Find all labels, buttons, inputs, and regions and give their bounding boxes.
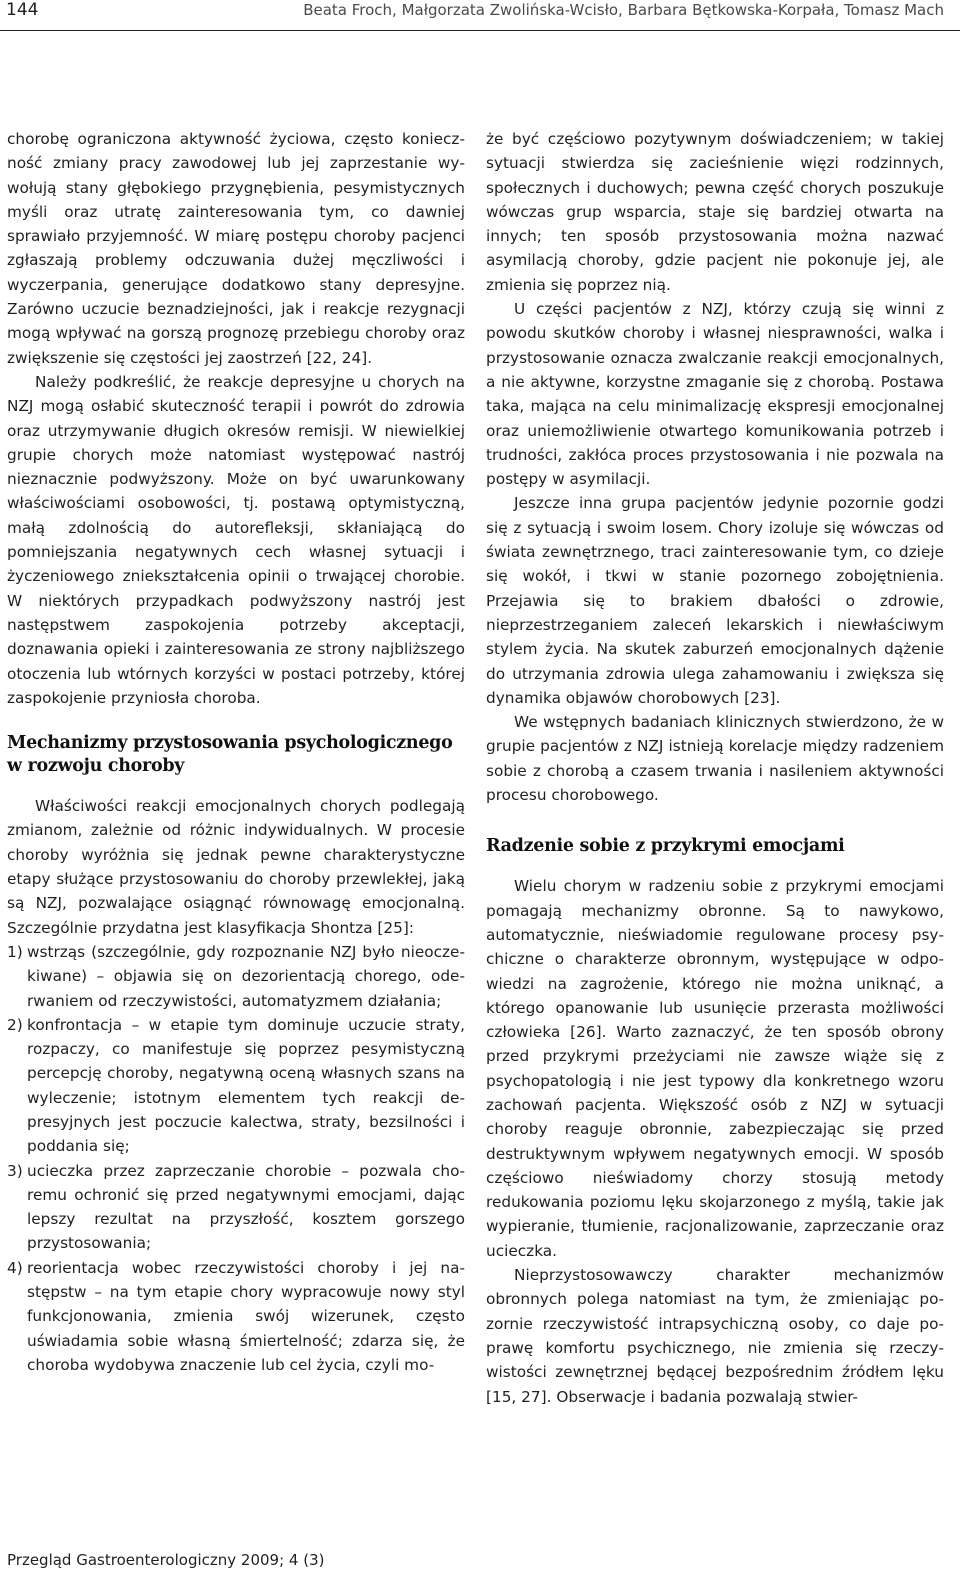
list-item-number: 1): [7, 942, 23, 961]
list-item-number: 2): [7, 1015, 23, 1034]
body-paragraph: U części pacjentów z NZJ, którzy czują się winni z powodu skutków choroby i własnej niesprawności, walka i przystosowanie oznacza zwalczanie reakcji emocjonalnych, a nie aktywne, korzystne zmaganie się z chorobą. Postawa taka, mająca na celu minimalizację ekspresji emocjonalnej oraz uniemożliwienie otwartego komunikowania potrzeb i trudności, zakłóca proces przystosowania i nie pozwala na postępy w asymilacji.: [486, 300, 944, 489]
list-item-text: ucieczka przez zaprzeczanie chorobie – pozwala choremu ochronić się przed negatywnymi emocjami, dając lepszy rezultat na przyszłość, kosztem gorszego przystosowania;: [27, 1161, 465, 1253]
body-paragraph: We wstępnych badaniach klinicznych stwierdzono, że w grupie pacjentów z NZJ istnieją korelacje między radzeniem sobie z chorobą a czasem trwania i nasileniem aktywności procesu chorobowego.: [486, 713, 944, 805]
body-paragraph: Właściwości reakcji emocjonalnych chorych podlegają zmianom, zależnie od różnic indywidualnych. W procesie choroby wyróżnia się jednak pewne charakterystyczne etapy służące przystosowaniu do choroby przewlekłej, jaką są NZJ, pozwalające osiągnąć równowagę emocjonalną. Szczególnie przydatna jest klasyfikacja Shontza [25]:: [7, 797, 465, 937]
list-item-text: reorientacja wobec rzeczywistości choroby i jej następstw – na tym etapie chory wypracowuje nowy styl funkcjonowania, zmienia swój wizerunek, często uświadamia sobie własną śmiertelność; zdarza się, że choroba wydobywa znaczenie lub cel życia, czyli mo-: [27, 1258, 465, 1374]
section-heading-mechanisms: Mechanizmy przystosowania psychologicznego w rozwoju choroby: [7, 733, 453, 777]
header-rule: [0, 30, 960, 31]
list-item: [7, 940, 465, 1013]
running-header: [0, 0, 960, 34]
list-item-number: 3): [7, 1161, 23, 1180]
list-item: [7, 1159, 465, 1256]
list-item: [7, 1013, 465, 1159]
shontz-stages-list: [7, 940, 465, 1377]
list-item-number: 4): [7, 1258, 23, 1277]
list-item-text: wstrząs (szczególnie, gdy rozpoznanie NZJ było nieoczekiwane) – objawia się on dezorientacją chorego, oderwaniem od rzeczywistości, automatyzmem działania;: [27, 942, 465, 1010]
list-item: [7, 1256, 465, 1377]
body-paragraph: że być częściowo pozytywnym doświadczeniem; w takiej sytuacji stwierdza się zacieśnienie więzi rodzinnych, społecznych i duchowych; pewna część chorych poszukuje wówczas grup wsparcia, staje się bardziej otwarta na innych; ten sposób przystosowania można nazwać asymilacją choroby, gdzie pacjent nie pokonuje jej, ale zmienia się poprzez nią.: [486, 130, 944, 294]
page-number: 144: [6, 0, 39, 20]
body-paragraph: Należy podkreślić, że reakcje depresyjne u chorych na NZJ mogą osłabić skuteczność terapii i powrót do zdrowia oraz utrzymywanie długich okresów remisji. W niewielkiej grupie chorych może natomiast występować nastrój nieznacznie podwyższony. Może on być uwarunkowany właściwościami osobowości, tj. postawą optymistyczną, małą zdolnością do autorefleksji, skłaniającą do pomniejszania negatywnych cech własnej sytuacji i życzeniowego zniekształcenia opinii o trwającej chorobie. W niektórych przypadkach podwyższony nastrój jest następstwem zaspokojenia potrzeby akceptacji, doznawania opieki i zainteresowania ze strony najbliższego otoczenia lub wtórnych korzyści w postaci potrzeby, której zaspokojenie przyniosła choroba.: [7, 372, 465, 707]
body-paragraph: Wielu chorym w radzeniu sobie z przykrymi emocjami pomagają mechanizmy obronne. Są to nawykowo, automatycznie, nieświadomie regulowane procesy psychiczne o charakterze obronnym, występujące w odpowiedzi na zagrożenie, którego nie można uniknąć, a którego opanowanie lub usunięcie przerasta możliwości człowieka [26]. Warto zaznaczyć, że ten sposób obrony przed przykrymi przeżyciami nie zawsze wiąże się z psychopatologią i nie jest typowy dla konkretnego wzoru zachowań pacjenta. Większość osób z NZJ w sytuacji choroby reaguje obronnie, zabezpieczając się przed destruktywnym wpływem negatywnych emocji. W sposób częściowo nieświadomy chorzy stosują metody redukowania poziomu lęku skojarzonego z myślą, takie jak wypieranie, tłumienie, racjonalizowanie, zaprzeczanie oraz ucieczka.: [486, 877, 944, 1260]
list-item-text: konfrontacja – w etapie tym dominuje uczucie straty, rozpaczy, co manifestuje się poprzez pesymistyczną percepcję choroby, negatywną oceną własnych szans na wyleczenie; istotnym elementem tych reakcji depresyjnych jest poczucie kalectwa, straty, bezsilności i poddania się;: [27, 1015, 465, 1156]
journal-footer: Przegląd Gastroenterologiczny 2009; 4 (3): [7, 1551, 325, 1569]
section-heading-coping: Radzenie sobie z przykrymi emocjami: [486, 836, 845, 857]
body-paragraph: chorobę ograniczona aktywność życiowa, często konieczność zmiany pracy zawodowej lub jej zaprzestanie wywołują stany głębokiego przygnębienia, pesymistycznych myśli oraz utratę zainteresowania tym, co dawniej sprawiało przyjemność. W miarę postępu choroby pacjenci zgłaszają problemy odczuwania dużej męczliwości i wyczerpania, generujące dodatkowo stany depresyjne. Zarówno uczucie beznadziejności, jak i reakcje rezygnacji mogą wpływać na gorszą prognozę przebiegu choroby oraz zwiększenie się częstości jej zaostrzeń [22, 24].: [7, 130, 465, 367]
running-head-authors: Beata Froch, Małgorzata Zwolińska-Wcisło, Barbara Bętkowska-Korpała, Tomasz Mach: [303, 1, 944, 19]
body-paragraph: Jeszcze inna grupa pacjentów jedynie pozornie godzi się z sytuacją i swoim losem. Chory izoluje się wówczas od świata zewnętrznego, traci zainteresowanie tym, co dzieje się wokół, i tkwi w stanie pozornego zobojętnienia. Przejawia się to brakiem dbałości o zdrowie, nieprzestrzeganiem zaleceń lekarskich i niewłaściwym stylem życia. Na skutek zaburzeń emocjonalnych dążenie do utrzymania zdrowia ulega zahamowaniu i zwiększa się dynamika objawów chorobowych [23].: [486, 494, 944, 707]
right-column: [486, 127, 944, 1409]
body-paragraph: Nieprzystosowawczy charakter mechanizmów obronnych polega natomiast na tym, że zmieniając pozornie rzeczywistość intrapsychiczną osoby, co daje poprawę komfortu psychicznego, nie zmienia się rzeczywistości zewnętrznej będącej bezpośrednim źródłem lęku [15, 27]. Obserwacje i badania pozwalają stwier-: [486, 1266, 944, 1406]
left-column: [7, 127, 465, 1377]
